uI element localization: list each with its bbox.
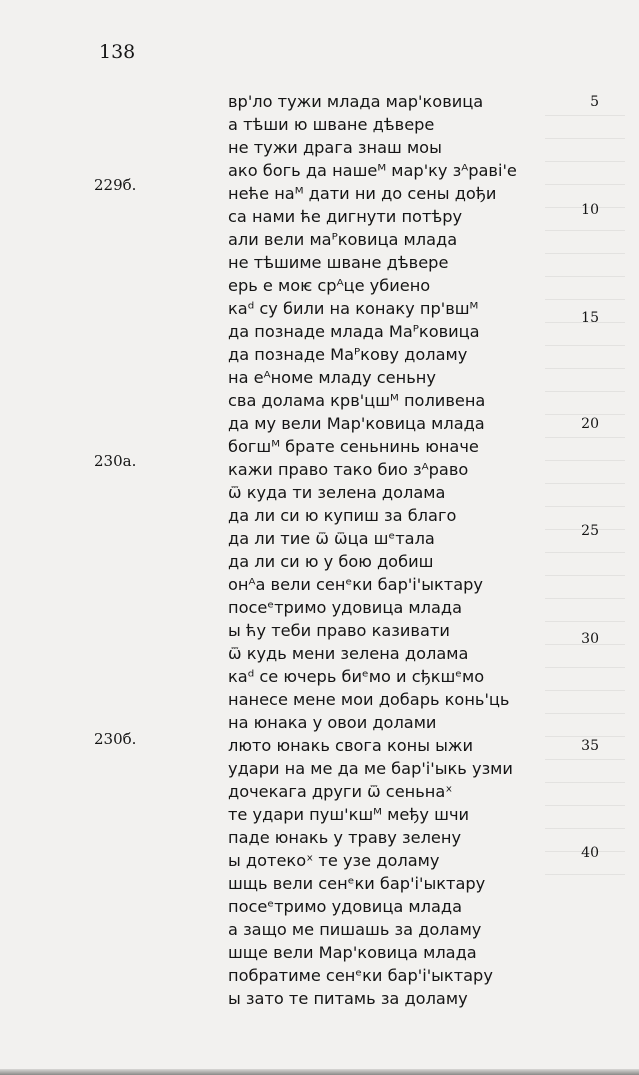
margin-reference: 230б.	[94, 730, 137, 748]
verse-line: каᵈ се ючерь биᵉмо и сђкшᵉмо	[228, 667, 485, 686]
line-number: 25	[581, 523, 599, 539]
verse-line: на еᴬноме младу сеньну	[228, 368, 436, 387]
verse-line: да познаде Маᴾкову доламу	[228, 345, 468, 364]
margin-reference: 230а.	[94, 452, 137, 470]
verse-line: вр'ло тужи млада мар'ковица	[228, 92, 484, 111]
page-number: 138	[99, 41, 136, 63]
verse-line: али вели маᴾковица млада	[228, 230, 458, 249]
verse-line: ѿ куда ти зелена долама	[228, 483, 446, 502]
margin-reference: 229б.	[94, 176, 137, 194]
verse-line: да познаде млада Маᴾковица	[228, 322, 480, 341]
verse-line: неће наᴹ дати ни до сены дођи	[228, 184, 497, 203]
line-number: 10	[581, 202, 599, 218]
verse-line: ы зато те питамь за доламу	[228, 989, 468, 1008]
line-number: 15	[581, 310, 599, 326]
verse-line: а защо ме пишашь за доламу	[228, 920, 482, 939]
line-number: 40	[581, 845, 599, 861]
line-number: 35	[581, 738, 599, 754]
verse-line: шще вели Мар'ковица млада	[228, 943, 477, 962]
verse-line: паде юнакь у траву зелену	[228, 828, 462, 847]
verse-line: те удари пуш'кшᴹ међу шчи	[228, 805, 470, 824]
verse-line: са нами ће дигнути потѣру	[228, 207, 463, 226]
verse-line: ы ћу теби право казивати	[228, 621, 450, 640]
verse-line: люто юнакь свога коны ыжи	[228, 736, 474, 755]
verse-line: побратиме сенᵉки бар'і'ыктару	[228, 966, 493, 985]
line-number: 30	[581, 631, 599, 647]
verse-line: ако богь да нашеᴹ мар'ку зᴬраві'е	[228, 161, 517, 180]
verse-line: да ли си ю купиш за благо	[228, 506, 457, 525]
verse-line: ы дотекоˣ те узе доламу	[228, 851, 440, 870]
verse-line: шщь вели сенᵉки бар'і'ыктару	[228, 874, 486, 893]
page-edge	[0, 1069, 639, 1075]
verse-text	[228, 90, 517, 1010]
line-number: 5	[590, 94, 599, 110]
verse-line: на юнака у овои долами	[228, 713, 437, 732]
verse-line: не тѣшиме шване дѣвере	[228, 253, 449, 272]
verse-line: посеᵉтримо удовица млада	[228, 598, 462, 617]
verse-line: да ли тие ѿ ѿца шᵉтала	[228, 529, 435, 548]
verse-line: удари на ме да ме бар'і'ыкь узми	[228, 759, 513, 778]
verse-line: кажи право тако био зᴬраво	[228, 460, 469, 479]
line-number: 20	[581, 416, 599, 432]
verse-line: да му вели Мар'ковица млада	[228, 414, 485, 433]
verse-line: каᵈ су били на конаку пр'вшᴹ	[228, 299, 479, 318]
verse-line: ерь е моѥ срᴬце убиено	[228, 276, 431, 295]
verse-line: нанесе мене мои добарь конь'ць	[228, 690, 510, 709]
verse-line: сва долама крв'цшᴹ поливена	[228, 391, 486, 410]
verse-line: дочекага други ѿ сеньнаˣ	[228, 782, 453, 801]
verse-line: онᴬа вели сенᵉки бар'і'ыктару	[228, 575, 484, 594]
verse-line: не тужи драга знаш моы	[228, 138, 442, 157]
verse-line: да ли си ю у бою добиш	[228, 552, 434, 571]
verse-line: посеᵉтримо удовица млада	[228, 897, 462, 916]
show-through-text	[545, 115, 625, 895]
verse-line: ѿ кудь мени зелена долама	[228, 644, 469, 663]
verse-line: а тѣши ю шване дѣвере	[228, 115, 435, 134]
verse-line: богшᴹ брате сеньнинь юначе	[228, 437, 479, 456]
